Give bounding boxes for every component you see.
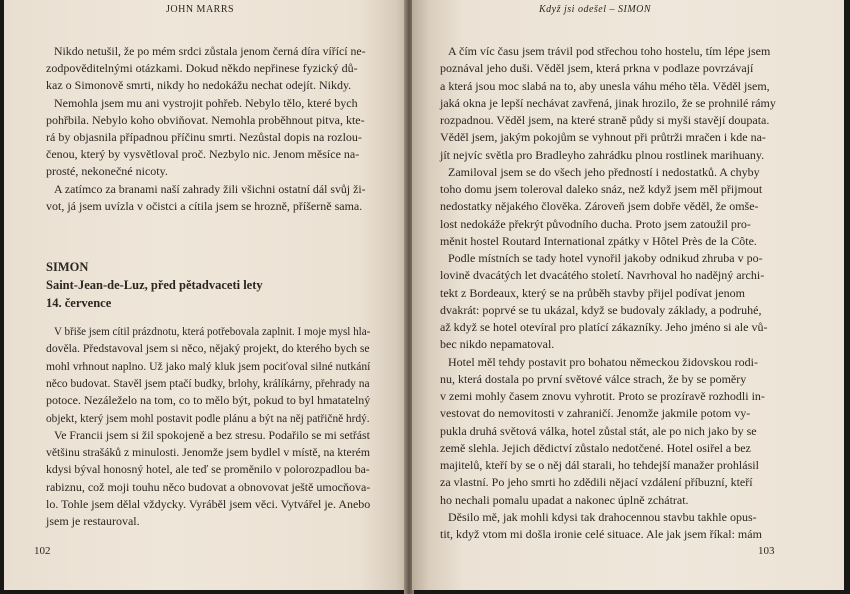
- text-line: objekt, který jsem mohl postavit podle plánu a být na něj patřičně hrdý.: [46, 410, 370, 425]
- text-line: kaz o Simonově smrti, nikdy ho nedokážu nechat odejít. Nikdy.: [46, 78, 352, 93]
- text-line: majitelů, kteří by se o něj dál starali, ho tehdejší manažer prohlásil: [440, 458, 759, 472]
- text-line: nu, která dostala po první světové válce strach, že by se poměry: [440, 371, 747, 386]
- text-line: pukla druhá světová válka, hotel zůstal stát, ale po nich jako by se: [440, 423, 757, 438]
- text-line: čenou, který by vysvětloval proč. Nezbylo nic. Jenom měsíce na-: [46, 147, 360, 162]
- text-line: tit, když vtom mi došla ironie celé situace. Ale jak jsem říkal: mám: [440, 527, 762, 541]
- text-line: zodpověditelnými otázkami. Dokud někdo nepřinese fyzický dů-: [46, 61, 358, 76]
- text-line: potoce. Nezáleželo na tom, co to mělo být, pokud to byl hmatatelný: [46, 393, 371, 408]
- page-number-right: 103: [758, 545, 775, 557]
- text-line: rabiznu, což moji touhu něco budovat a obnovovat ještě umocňova-: [46, 479, 371, 494]
- text-line: až když se hotel otevíral pro platící zákazníky. Jeho jméno si ale vů-: [440, 320, 768, 334]
- text-line: mohl vrhnout naplno. Už jako malý kluk jsem pociťoval silné nutkání: [46, 358, 371, 373]
- text-line: lovině dvacátých let dvacátého století. Navrhoval ho nadějný archi-: [440, 268, 765, 283]
- text-line: většinu strašáků z minulosti. Jenomže jsem bydlel v místě, na kterém: [46, 445, 370, 460]
- section-name: SIMON: [46, 260, 89, 274]
- text-line: za vlastní. Po jeho smrti ho zdědili nějací vzdálení příbuzní, kteří: [440, 475, 753, 490]
- text-line: prosté, nekonečné nicoty.: [46, 164, 168, 179]
- text-line: Nikdo netušil, že po mém srdci zůstala jenom černá díra vířící ne-: [54, 44, 366, 58]
- page-number-left: 102: [34, 545, 51, 557]
- text-line: měnit hostel Routard International zpátky v Hôtel Près de la Côte.: [440, 233, 757, 248]
- text-line: A zatímco za branami naší zahrady žili všichni ostatní dál svůj ži-: [54, 181, 366, 196]
- text-line: nedostatky nějakého člověka. Zároveň jsem dobře věděl, že omše-: [440, 199, 759, 214]
- text-line: země slehla. Jejich dědictví zůstalo nedotčené. Hotel osiřel a bez: [440, 440, 751, 455]
- text-line: A čím víc času jsem trávil pod střechou toho hostelu, tím lépe jsem: [448, 44, 771, 58]
- text-line: Hotel měl tehdy postavit pro bohatou německou židovskou rodi-: [448, 354, 758, 369]
- running-head-title: Když jsi odešel – SIMON: [539, 4, 652, 15]
- text-line: v zemi mohly časem znovu vyhrotit. Proto se prozíravě rozhodli in-: [440, 389, 765, 403]
- text-line: jaká okna je lepší nechávat zavřená, jinak hrozilo, že se prohnilé rámy: [440, 95, 776, 110]
- running-head-author: JOHN MARRS: [166, 4, 235, 15]
- right-page: [412, 0, 844, 590]
- text-line: ho nechali pomalu upadat a nakonec úplně zchátrat.: [440, 492, 689, 507]
- text-line: Věděl jsem, jakým pokojům se vyhnout při průtrži mračen i kde na-: [440, 130, 766, 145]
- text-line: něco budovat. Stavěl jsem ptačí budky, brlohy, králíkárny, přehrady na: [46, 375, 370, 390]
- text-line: Zamiloval jsem se do všech jeho předností i nedostatků. A chyby: [448, 164, 760, 179]
- text-line: kdysi býval honosný hotel, ale teď se proměnilo v polorozpadlou ba-: [46, 462, 370, 477]
- text-line: bec nikdo nepamatoval.: [440, 337, 555, 352]
- text-line: pohřbila. Nebylo koho obviňovat. Nemohla proběhnout pitva, kte-: [46, 112, 365, 127]
- text-line: lost nedokáže překrýt původního ducha. Proto jsem zatoužil pro-: [440, 216, 751, 231]
- text-line: Ve Francii jsem si žil spokojeně a bez stresu. Podařilo se mi setřást: [54, 427, 370, 442]
- text-line: Podle místních se tady hotel vynořil jakoby odnikud zhruba v po-: [448, 251, 763, 265]
- text-line: dověla. Představoval jsem si něco, nějaký projekt, do kterého bych se: [46, 341, 370, 356]
- text-line: a která jsou moc slabá na to, aby unesla váhu mého těla. Věděl jsem,: [440, 78, 770, 93]
- text-line: V břiše jsem cítil prázdnotu, která potřebovala zaplnit. I moje mysl hla-: [54, 324, 371, 338]
- text-line: dvakrát: poprvé se tu ukázal, když se budovaly základy, a podruhé,: [440, 302, 762, 317]
- left-page: [4, 0, 408, 590]
- text-line: jít nejvíc světla pro Bradleyho zahrádku plnou rostlinek marihuany.: [440, 147, 765, 162]
- text-line: vot, já jsem uvízla v očistci a cítila jsem se hrozně, příšerně sama.: [46, 198, 363, 213]
- text-line: Děsilo mě, jak mohli kdysi tak drahocennou stavbu takhle opus-: [448, 509, 757, 524]
- text-line: toho domu jsem toleroval daleko snáz, než když jsem měl přijmout: [440, 182, 763, 196]
- text-line: rá by objasnila případnou příčinu smrti. Nezůstal dopis na rozlou-: [46, 130, 362, 144]
- text-line: lo. Tohle jsem dělal vždycky. Vyráběl jsem věci. Vytvářel je. Anebo: [46, 497, 371, 511]
- text-line: rozpadnou. Věděl jsem, na které straně půdy si myši stavějí doupata.: [440, 113, 770, 127]
- text-line: tekt z Bordeaux, který se na průběh stavby přijel podívat jenom: [440, 285, 745, 300]
- text-line: Nemohla jsem mu ani vystrojit pohřeb. Nebylo tělo, které bych: [54, 95, 358, 110]
- text-line: vestovat do nemovitosti v zahraničí. Jenomže jakmile potom vy-: [440, 406, 751, 421]
- text-line: poznával jeho duši. Věděl jsem, která prkna v podlaze povrzávají: [440, 61, 754, 76]
- section-place: Saint-Jean-de-Luz, před pětadvaceti lety: [46, 278, 263, 292]
- section-date: 14. července: [46, 296, 112, 310]
- text-line: jsem je restauroval.: [46, 514, 140, 529]
